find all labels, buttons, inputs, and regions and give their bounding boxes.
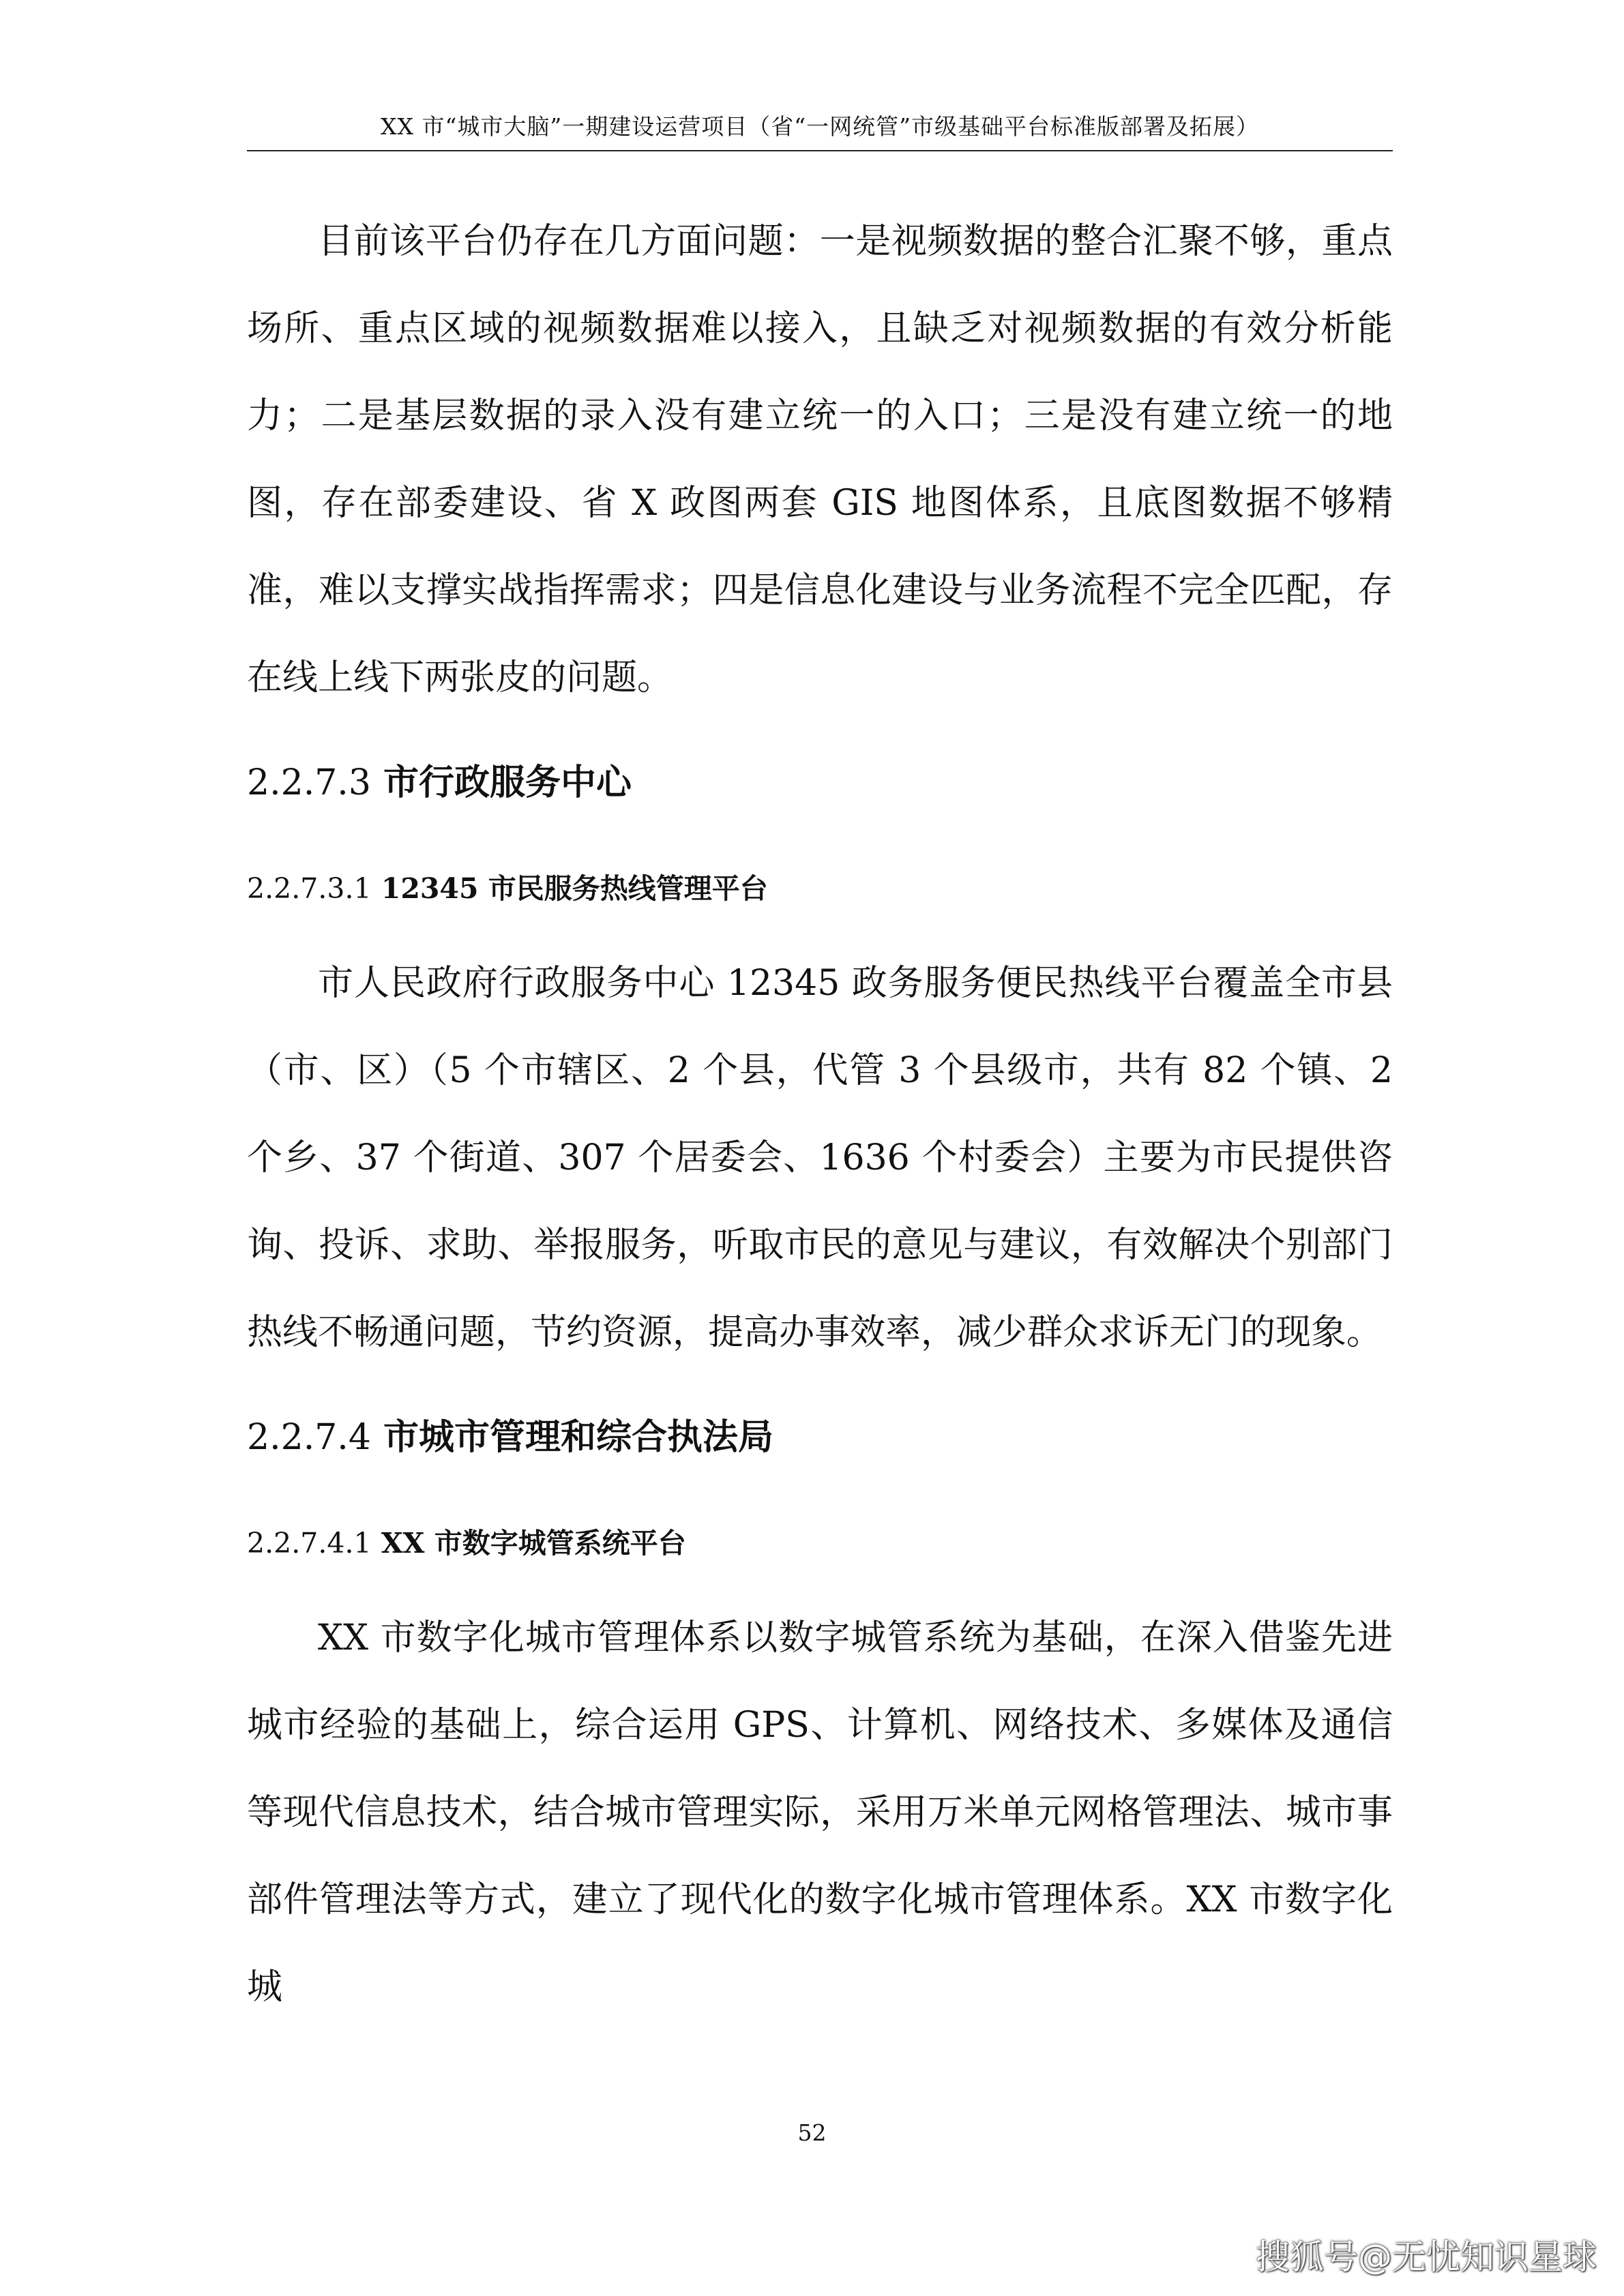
section-number: 2.2.7.4 bbox=[247, 1417, 371, 1458]
page-number: 52 bbox=[797, 2119, 827, 2146]
spacer bbox=[247, 721, 1393, 756]
paragraph-platform-issues: 目前该平台仍存在几方面问题：一是视频数据的整合汇聚不够，重点场所、重点区域的视频数据难以接入，且缺乏对视频数据的有效分析能力；二是基层数据的录入没有建立统一的入口；三是没有建立统一的地图，存在部委建设、省 X 政图两套 GIS 地图体系，且底图数据不够精准，难以支撑实战指挥需求；四是信息化建设与业务流程不完全匹配，存在线上线下两张皮的问题。 bbox=[247, 221, 1393, 698]
subsection-number: 2.2.7.4.1 bbox=[247, 1527, 372, 1560]
section-heading-admin-service-center bbox=[247, 756, 1393, 810]
spacer bbox=[247, 810, 1393, 865]
paragraph-12345-hotline: 市人民政府行政服务中心 12345 政务服务便民热线平台覆盖全市县（市、区）（5 个市辖区、2 个县，代管 3 个县级市，共有 82 个镇、2 个乡、37 个街道、307 个居委会、1636 个村委会）主要为市民提供咨询、投诉、求助、举报服务，听取市民的意见与建议，有效解决个别部门热线不畅通问题，节约资源，提高办事效率，减少群众求诉无门的现象。 bbox=[247, 963, 1393, 1353]
paragraph-digital-urban-management: XX 市数字化城市管理体系以数字城管系统为基础，在深入借鉴先进城市经验的基础上，综合运用 GPS、计算机、网络技术、多媒体及通信等现代信息技术，结合城市管理实际，采用万米单元网格管理法、城市事部件管理法等方式，建立了现代化的数字化城市管理体系。XX 市数字化城 bbox=[247, 1617, 1393, 2008]
subsection-heading-12345-hotline bbox=[247, 865, 1393, 912]
section-heading-urban-management bbox=[247, 1410, 1393, 1465]
watermark: 搜狐号@无忧知识星球 bbox=[1256, 2237, 1597, 2277]
subsection-title: 12345 市民服务热线管理平台 bbox=[381, 872, 768, 905]
subsection-title: XX 市数字城管系统平台 bbox=[381, 1527, 686, 1560]
section-title: 市城市管理和综合执法局 bbox=[383, 1416, 774, 1458]
spacer bbox=[247, 1376, 1393, 1410]
spacer bbox=[247, 1465, 1393, 1519]
header-rule bbox=[247, 150, 1393, 151]
document-body bbox=[247, 198, 1393, 2031]
section-number: 2.2.7.3 bbox=[247, 762, 371, 803]
section-title: 市行政服务中心 bbox=[383, 762, 632, 803]
spacer bbox=[247, 912, 1393, 940]
spacer bbox=[247, 1567, 1393, 1594]
running-header: XX 市“城市大脑”一期建设运营项目（省“一网统管”市级基础平台标准版部署及拓展） bbox=[381, 113, 1259, 140]
subsection-heading-digital-urban-management bbox=[247, 1519, 1393, 1567]
subsection-number: 2.2.7.3.1 bbox=[247, 872, 372, 905]
